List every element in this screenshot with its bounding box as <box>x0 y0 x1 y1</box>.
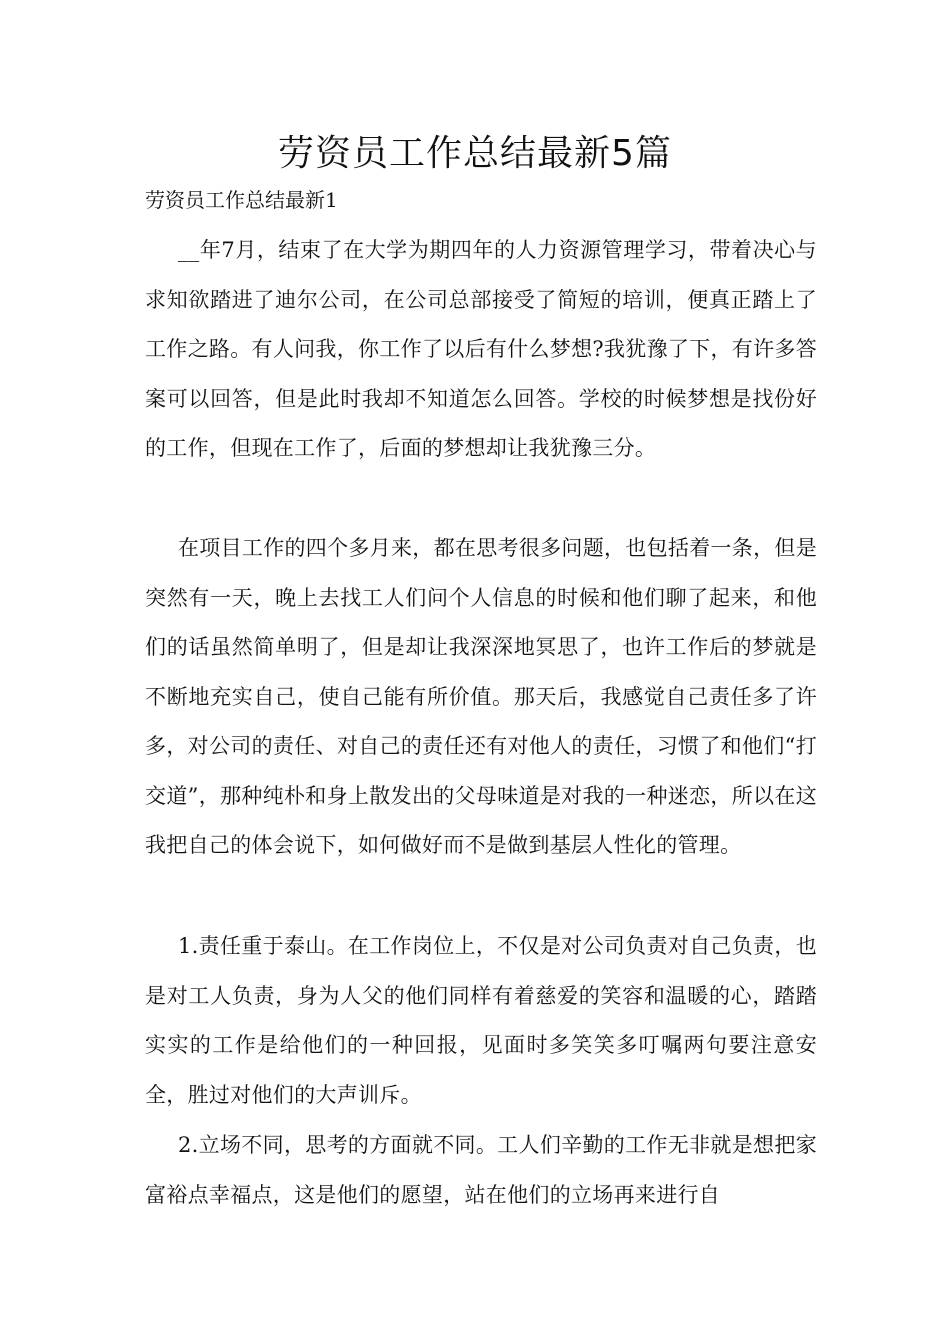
paragraph-1: __年7月，结束了在大学为期四年的人力资源管理学习，带着决心与求知欲踏进了迪尔公司，在公司总部接受了简短的培训，便真正踏上了工作之路。有人问我，你工作了以后有什么梦想?我犹豫了下，有许多答案可以回答，但是此时我却不知道怎么回答。学校的时候梦想是找份好的工作，但现在工作了，后面的梦想却让我犹豫三分。 <box>145 238 817 460</box>
paragraph-4: 2.立场不同，思考的方面就不同。工人们辛勤的工作无非就是想把家富裕点幸福点，这是他们的愿望，站在他们的立场再来进行自 <box>145 1133 817 1207</box>
document-title: 劳资员工作总结最新5篇 <box>278 133 672 174</box>
paragraph-3: 1.责任重于泰山。在工作岗位上，不仅是对公司负责对自己负责，也是对工人负责，身为人父的他们同样有着慈爱的笑容和温暖的心，踏踏实实的工作是给他们的一种回报，见面时多笑笑多叮嘱两句要注意安全，胜过对他们的大声训斥。 <box>145 934 817 1107</box>
paragraph-2: 在项目工作的四个多月来，都在思考很多问题，也包括着一条，但是突然有一天，晚上去找工人们问个人信息的时候和他们聊了起来，和他们的话虽然简单明了，但是却让我深深地冥思了，也许工作后的梦就是不断地充实自己，使自己能有所价值。那天后，我感觉自己责任多了许多，对公司的责任、对自己的责任还有对他人的责任，习惯了和他们“打交道”，那种纯朴和身上散发出的父母味道是对我的一种迷恋，所以在这我把自己的体会说下，如何做好而不是做到基层人性化的管理。 <box>145 536 817 857</box>
section-heading: 劳资员工作总结最新1 <box>145 188 338 212</box>
